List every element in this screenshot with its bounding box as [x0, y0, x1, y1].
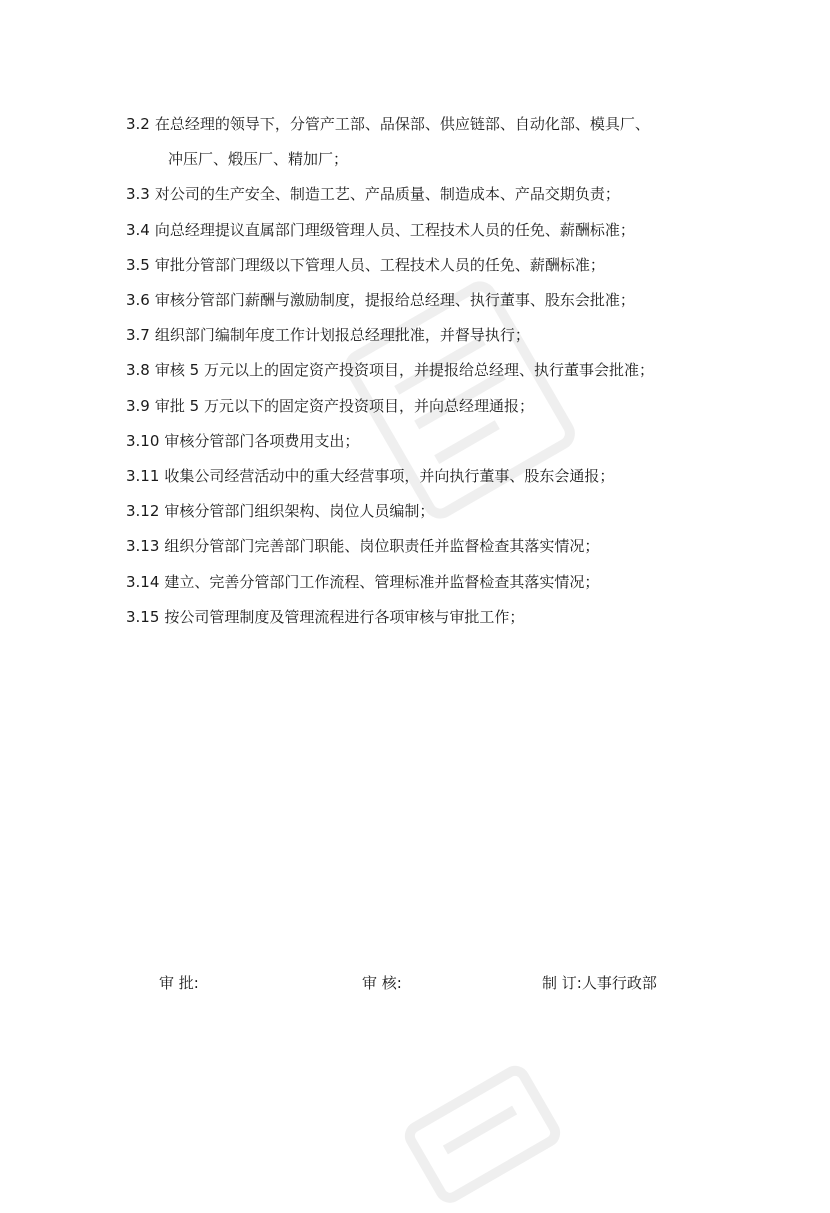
watermark-fragment-icon — [386, 1047, 575, 1213]
clause-continuation: 冲压厂、煅压厂、精加厂； — [168, 150, 349, 169]
draft-value: 人事行政部 — [581, 974, 657, 992]
clause-item-3-10 — [126, 424, 736, 459]
clause-list — [126, 107, 736, 635]
clause-item-3-12 — [126, 494, 736, 529]
clause-number: 3.6 — [126, 291, 150, 310]
clause-number: 3.4 — [126, 220, 150, 239]
clause-number: 3.2 — [126, 115, 150, 133]
draft-label: 制 订: — [542, 974, 582, 992]
clause-item-3-6 — [126, 283, 736, 318]
clause-number: 3.7 — [126, 326, 150, 345]
clause-text: 对公司的生产安全、制造工艺、产品质量、制造成本、产品交期负责； — [154, 185, 620, 204]
clause-item-3-8 — [126, 353, 736, 388]
clause-text: 组织部门编制年度工作计划报总经理批准，并督导执行； — [154, 326, 530, 345]
signoff-row — [0, 972, 830, 1002]
clause-number: 3.10 — [126, 431, 160, 450]
review-field — [362, 972, 402, 993]
clause-item-3-2 — [126, 107, 736, 177]
clause-text: 按公司管理制度及管理流程进行各项审核与审批工作； — [164, 607, 525, 626]
clause-number: 3.12 — [126, 502, 160, 521]
approve-field — [159, 972, 199, 993]
clause-item-3-4 — [126, 213, 736, 248]
clause-text: 向总经理提议直属部门理级管理人员、工程技术人员的任免、薪酬标准； — [154, 220, 635, 239]
review-label: 审 核: — [362, 974, 402, 992]
clause-item-3-7 — [126, 318, 736, 353]
approve-label: 审 批: — [159, 974, 199, 992]
clause-number: 3.3 — [126, 185, 150, 204]
clause-text: 审核 5 万元以上的固定资产投资项目，并提报给总经理、执行董事会批准； — [154, 361, 654, 380]
clause-text: 审核分管部门各项费用支出； — [164, 431, 360, 450]
clause-item-3-14 — [126, 565, 736, 600]
clause-text: 审批分管部门理级以下管理人员、工程技术人员的任免、薪酬标准； — [154, 255, 605, 274]
draft-field — [542, 972, 657, 993]
clause-text: 组织分管部门完善部门职能、岗位职责任并监督检查其落实情况； — [164, 537, 600, 556]
clause-item-3-15 — [126, 600, 736, 635]
clause-number: 3.8 — [126, 361, 150, 380]
clause-number: 3.11 — [126, 467, 160, 486]
clause-number: 3.13 — [126, 537, 160, 556]
clause-text: 审批 5 万元以下的固定资产投资项目，并向总经理通报； — [154, 396, 534, 415]
clause-item-3-13 — [126, 529, 736, 564]
clause-number: 3.14 — [126, 572, 160, 591]
clause-item-3-5 — [126, 248, 736, 283]
clause-number: 3.15 — [126, 607, 160, 626]
clause-item-3-9 — [126, 389, 736, 424]
clause-text: 审核分管部门薪酬与激励制度，提报给总经理、执行董事、股东会批准； — [154, 291, 635, 310]
clause-number: 3.9 — [126, 396, 150, 415]
clause-text: 建立、完善分管部门工作流程、管理标准并监督检查其落实情况； — [164, 572, 600, 591]
clause-text: 收集公司经营活动中的重大经营事项，并向执行董事、股东会通报； — [164, 467, 615, 486]
clause-text: 审核分管部门组织架构、岗位人员编制； — [164, 502, 435, 521]
clause-item-3-11 — [126, 459, 736, 494]
clause-text: 在总经理的领导下，分管产工部、品保部、供应链部、自动化部、模具厂、 — [154, 115, 650, 133]
clause-item-3-3 — [126, 177, 736, 212]
clause-number: 3.5 — [126, 255, 150, 274]
